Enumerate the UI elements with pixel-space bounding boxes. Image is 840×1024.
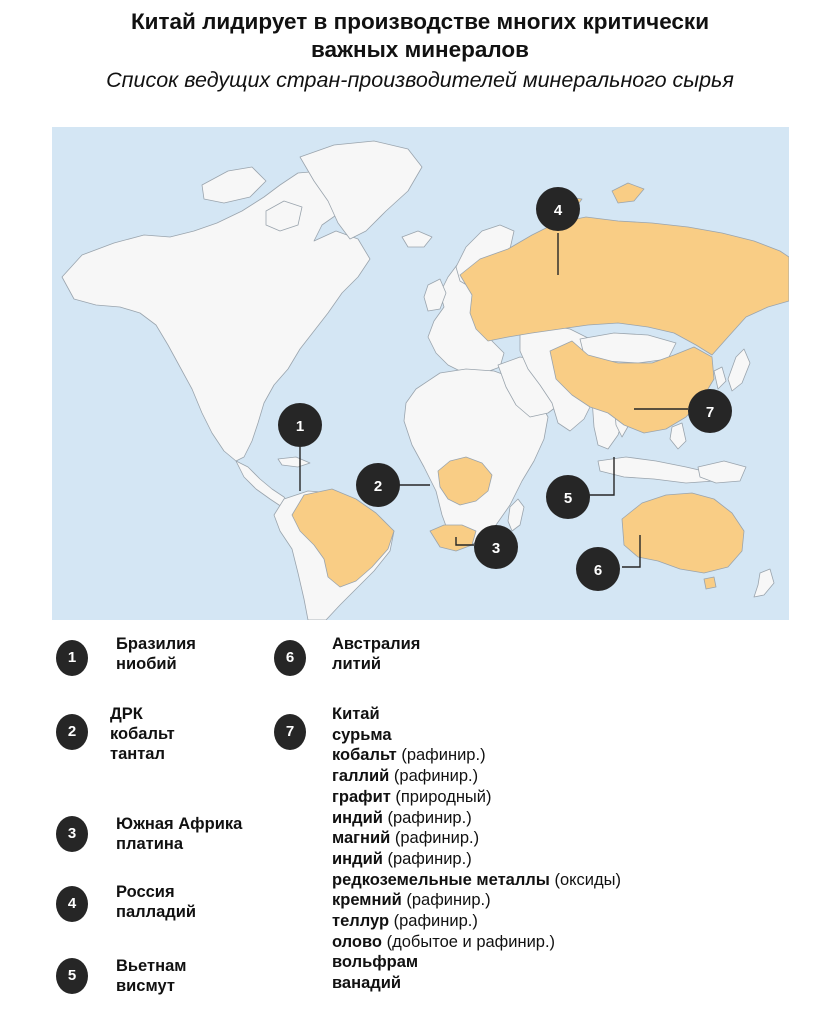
legend-mineral: редкоземельные металлы (оксиды) xyxy=(332,870,621,889)
map-marker-4 xyxy=(536,187,580,231)
legend-mineral: литий xyxy=(332,655,381,673)
map-marker-7-label: 7 xyxy=(705,404,715,421)
tasmania xyxy=(704,577,716,589)
world-map xyxy=(52,127,789,620)
page-title xyxy=(0,8,840,64)
map-marker-2-label: 2 xyxy=(373,478,383,495)
legend-mineral: ниобий xyxy=(116,655,177,673)
legend-mineral: теллур (рафинир.) xyxy=(332,912,478,931)
legend-badge-1: 1 xyxy=(56,640,88,676)
legend-mineral: кобальт (рафинир.) xyxy=(332,746,486,765)
title-line-1: Китай лидирует в производстве многих критически xyxy=(130,9,710,34)
legend-mineral: платина xyxy=(116,835,183,853)
legend-badge-4: 4 xyxy=(56,886,88,922)
legend-mineral: индий (рафинир.) xyxy=(332,808,472,827)
legend-mineral: ванадий xyxy=(332,974,402,993)
legend-country-4: Россия xyxy=(116,883,175,901)
title-line-2: важных минералов xyxy=(311,37,529,62)
map-marker-1 xyxy=(278,403,322,447)
legend-mineral: висмут xyxy=(116,977,175,995)
map-marker-2 xyxy=(356,463,400,507)
legend-country-2: ДРК xyxy=(110,705,143,723)
legend-country-7: Китай xyxy=(332,705,380,723)
legend-country-5: Вьетнам xyxy=(116,957,187,975)
legend-country-3: Южная Африка xyxy=(116,815,243,833)
legend-mineral: палладий xyxy=(116,903,197,921)
legend-badge-3: 3 xyxy=(56,816,88,852)
legend-country-1: Бразилия xyxy=(116,635,196,653)
map-marker-7 xyxy=(688,389,732,433)
legend-mineral: галлий (рафинир.) xyxy=(332,767,479,786)
legend-country-6: Австралия xyxy=(332,635,421,653)
legend-mineral: сурьма xyxy=(332,725,392,744)
legend-badge-7: 7 xyxy=(274,714,306,750)
map-marker-1-label: 1 xyxy=(295,418,305,435)
map-marker-6 xyxy=(576,547,620,591)
map-marker-6-label: 6 xyxy=(593,562,603,579)
legend-mineral: графит (природный) xyxy=(332,787,492,806)
page-subtitle: Список ведущих стран-производителей минерального сырья xyxy=(106,68,734,92)
map-marker-3 xyxy=(474,525,518,569)
legend-item-3 xyxy=(116,814,242,854)
legend-mineral: индий (рафинир.) xyxy=(332,849,472,868)
legend-badge-6: 6 xyxy=(274,640,306,676)
map-marker-3-label: 3 xyxy=(491,540,501,557)
legend-mineral: кобальт xyxy=(110,725,175,743)
legend-item-1 xyxy=(116,634,196,674)
map-marker-5-label: 5 xyxy=(563,490,573,507)
legend-item-4 xyxy=(116,882,196,922)
legend-mineral: вольфрам xyxy=(332,953,419,972)
legend-item-7 xyxy=(332,704,621,994)
map-marker-4-label: 4 xyxy=(553,202,563,219)
legend-mineral: тантал xyxy=(110,745,165,763)
legend-item-6 xyxy=(332,634,420,674)
legend-mineral: магний (рафинир.) xyxy=(332,829,480,848)
map-marker-5 xyxy=(546,475,590,519)
legend-badge-5: 5 xyxy=(56,958,88,994)
legend-item-5 xyxy=(116,956,186,996)
legend-item-2 xyxy=(110,704,175,764)
legend-mineral: кремний (рафинир.) xyxy=(332,891,491,910)
legend-badge-2: 2 xyxy=(56,714,88,750)
legend-mineral: олово (добытое и рафинир.) xyxy=(332,932,556,951)
